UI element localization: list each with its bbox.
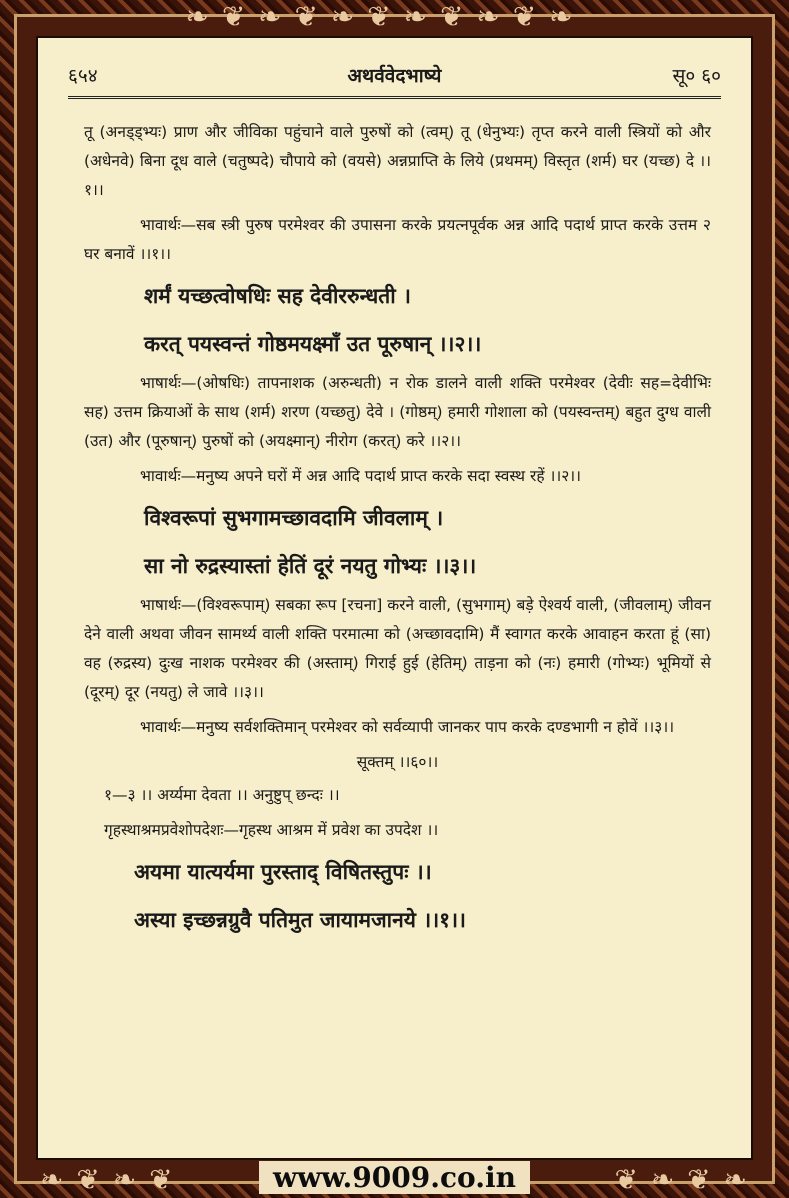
mantra-line: अयमा यात्यर्यमा पुरस्ताद् विषितस्तुपः ।। bbox=[134, 859, 432, 884]
book-page bbox=[36, 36, 753, 1160]
top-ornament: ❧ ❦ ❧ ❦ ❧ ❦ ❧ ❦ ❧ ❦ ❧ bbox=[185, 0, 575, 33]
bhashartha-paragraph: भाषार्थः—(विश्वरूपाम्) सबका रूप [रचना] करने वाली, (सुभगाम्) बड़े ऐश्वर्य वाली, (जीवलाम्) जीवन देने वाली अथवा जीवन सामर्थ्य वाली शक्ति परमात्मा को (अच्छावदामि) मैं स्वागत करके आवाहन करता हूं (सा) वह (रुद्रस्य) दुःख नाशक परमेश्वर की (अस्ताम्) गिराई हुई (हेतिम्) ताड़ना को (नः) हमारी (गोभ्यः) भूमियों से (दूरम्) दूर (नयतु) ले जावे ।।३।। bbox=[84, 596, 711, 701]
page-number: ६५४ bbox=[68, 65, 98, 87]
watermark-text: www.9009.co.in bbox=[259, 1161, 530, 1194]
mantra-line: सा नो रुद्रस्यास्तां हेतिं दूरं नयतु गोभ्यः ।।३।। bbox=[144, 553, 477, 578]
mantra-line: अस्या इच्छन्नग्रुवै पतिमुत जायामजानये ।।१।। bbox=[134, 907, 466, 932]
page-content bbox=[84, 118, 711, 945]
website-watermark bbox=[0, 1161, 789, 1194]
book-title: अथर्ववेदभाष्ये bbox=[347, 65, 442, 87]
bhavartha-paragraph: भावार्थः—मनुष्य अपने घरों में अन्न आदि पदार्थ प्राप्त करके सदा स्वस्थ रहें ।।२।। bbox=[140, 467, 582, 485]
bhavartha-paragraph: भावार्थः—मनुष्य सर्वशक्तिमान् परमेश्वर को सर्वव्यापी जानकर पाप करके दण्डभागी न होवें ।।३।। bbox=[140, 718, 675, 736]
mantra-line: शर्मं यच्छत्वोषधिः सह देवीररुन्धती । bbox=[144, 283, 411, 308]
mantra-line: विश्वरूपां सुभगामच्छावदामि जीवलाम् । bbox=[144, 505, 444, 530]
mantra-line: करत् पयस्वन्तं गोष्ठमयक्ष्माँ उत पूरुषान् ।।२।। bbox=[144, 331, 482, 356]
sukta-heading: सूक्तम् ।।६०।। bbox=[356, 753, 439, 771]
bhashartha-paragraph: भाषार्थः—(ओषधिः) तापनाशक (अरुन्धती) न रोक डालने वाली शक्ति परमेश्वर (देवीः सह=देवीभिः सह) उत्तम क्रियाओं के साथ (शर्म) शरण (यच्छतु) देवे । (गोष्ठम्) हमारी गोशाला को (पयस्वन्तम्) बहुत दुग्ध वाली (उत) और (पूरुषान्) पुरुषों को (अयक्ष्मान्) नीरोग (करत्) करे ।।२।। bbox=[84, 374, 711, 450]
upadesh-line: गृहस्थाश्रमप्रवेशोपदेशः—गृहस्थ आश्रम में प्रवेश का उपदेश ।। bbox=[104, 821, 439, 839]
sukta-number: सू० ६० bbox=[672, 65, 721, 87]
bottom-right-ornament: ❦ ❧ ❦ ❧ bbox=[614, 1163, 749, 1196]
bottom-left-ornament: ❧ ❦ ❧ ❦ bbox=[40, 1163, 175, 1196]
bhavartha-paragraph: भावार्थः—सब स्त्री पुरुष परमेश्वर की उपासना करके प्रयत्नपूर्वक अन्न आदि पदार्थ प्राप्त करके उत्तम २ घर बनावें ।।१।। bbox=[84, 216, 711, 263]
header-divider bbox=[68, 96, 721, 99]
devata-line: १—३ ।। अर्य्यमा देवता ।। अनुष्टुप् छन्दः ।। bbox=[104, 786, 340, 804]
commentary-paragraph: तू (अनड्ड्भ्यः) प्राण और जीविका पहुंचाने वाले पुरुषों को (त्वम्) तू (धेनुभ्यः) तृप्त करने वाली स्त्रियों को और (अधेनवे) बिना दूध वाले (चतुष्पदे) चौपाये को (वयसे) अन्नप्राप्ति के लिये (प्रथमम्) विस्तृत (शर्म) घर (यच्छ) दे ।।१।। bbox=[84, 123, 711, 199]
